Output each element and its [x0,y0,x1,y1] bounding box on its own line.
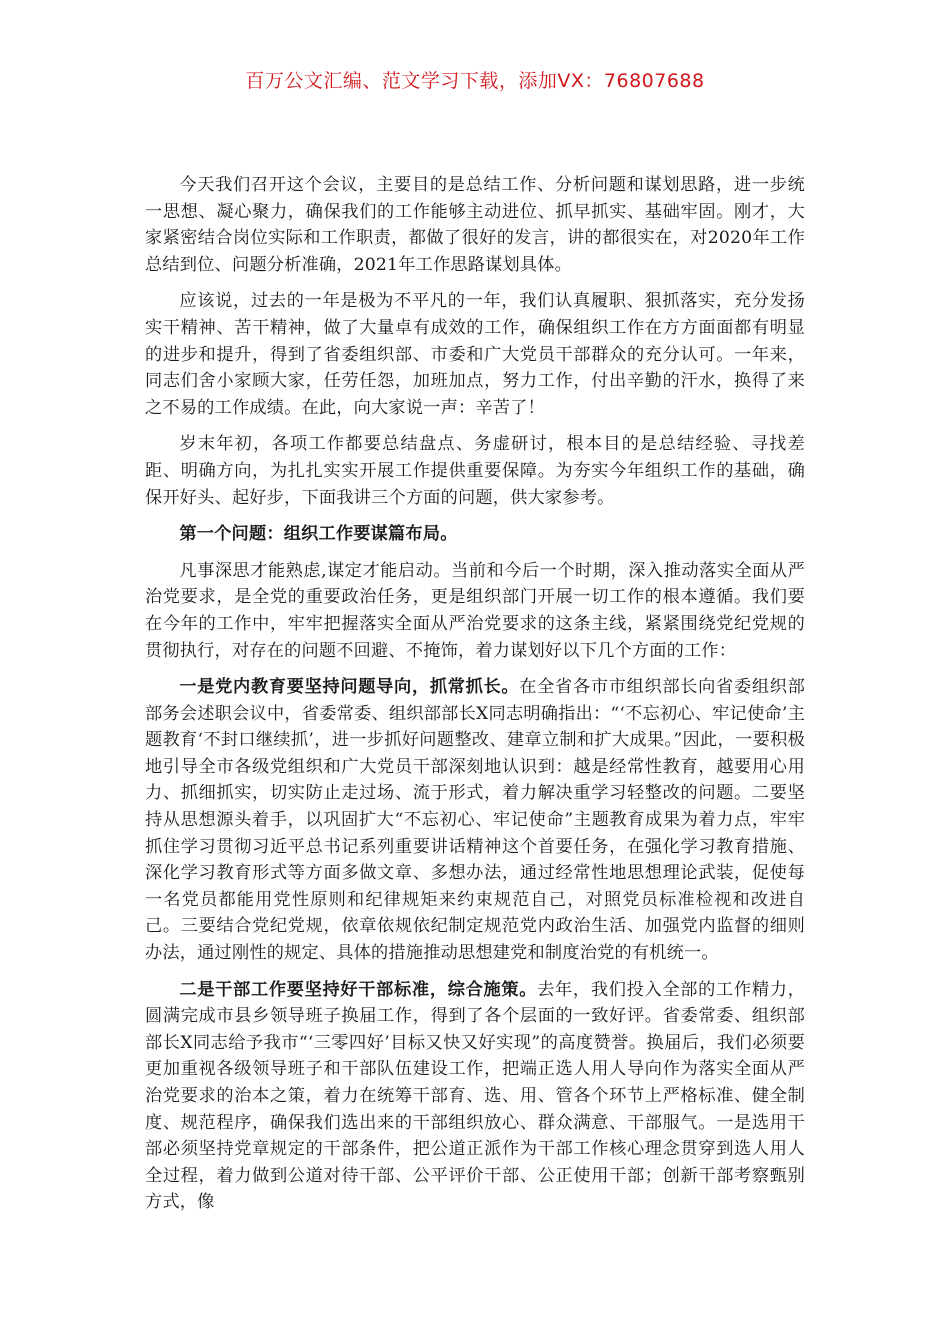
cadre-work-lead: 二是干部工作要坚持好干部标准，综合施策。 [179,979,538,1000]
paragraph-review: 应该说，过去的一年是极为不平凡的一年，我们认真履职、狠抓落实，充分发扬实干精神、苦干精神，做了大量卓有成效的工作，确保组织工作在方方面面都有明显的进步和提升，得到了省委组织部、市委和广大党员干部群众的充分认可。一年来，同志们舍小家顾大家，任劳任怨，加班加点，努力工作，付出辛勤的汗水，换得了来之不易的工作成绩。在此，向大家说一声：辛苦了！ [145,291,805,418]
party-education-body: 在全省各市市组织部长向省委组织部部务会述职会议中，省委常委、组织部部长X同志明确指出：“‘不忘初心、牢记使命’主题教育‘不封口继续抓’，进一步抓好问题整改、建章立制和扩大成果。”因此，一要积极地引导全市各级党组织和广大党员干部深刻地认识到：越是经常性教育，越要用心用力、抓细抓实，切实防止走过场、流于形式，着力解决重学习轻整改的问题。二要坚持从思想源头着手，以巩固扩大“不忘初心、牢记使命”主题教育成果为着力点，牢牢抓住学习贯彻习近平总书记系列重要讲话精神这个首要任务，在强化学习教育措施、深化学习教育形式等方面多做文章、多想办法，通过经常性地思想理论武装，促使每一名党员都能用党性原则和纪律规矩来约束规范自己，对照党员标准检视和改进自己。三要结合党纪党规，依章依规依纪制定规范党内政治生活、加强党内监督的细则办法，通过刚性的规定、具体的措施推动思想建党和制度治党的有机统一。 [145,677,805,964]
section-heading-1: 第一个问题：组织工作要谋篇布局。 [179,524,458,545]
watermark-banner: 百万公文汇编、范文学习下载，添加VX：76807688 [245,70,705,92]
party-education-lead: 一是党内教育要坚持问题导向，抓常抓长。 [179,677,520,698]
paragraph-overview: 凡事深思才能熟虑,谋定才能启动。当前和今后一个时期，深入推动落实全面从严治党要求，是全党的重要政治任务，更是组织部门开展一切工作的根本遵循。我们要在今年的工作中，牢牢把握落实全面从严治党要求的这条主线，紧紧围绕党纪党规的贯彻执行，对存在的问题不回避、不掩饰，着力谋划好以下几个方面的工作： [145,560,805,661]
paragraph-party-education [145,674,805,967]
paragraph-cadre-work [145,977,805,1216]
cadre-work-body: 去年，我们投入全部的工作精力，圆满完成市县乡领导班子换届工作，得到了各个层面的一致好评。省委常委、组织部部长X同志给予我市“‘三零四好’目标又快又好实现”的高度赞誉。换届后，我们必须要更加重视各级领导班子和干部队伍建设工作，把端正选人用人导向作为落实全面从严治党要求的治本之策，着力在统筹干部育、选、用、管各个环节上严格标准、健全制度、规范程序，确保我们选出来的干部组织放心、群众满意、干部服气。一是选用干部必须坚持党章规定的干部条件，把公道正派作为干部工作核心理念贯穿到选人用人全过程，着力做到公道对待干部、公平评价干部、公正使用干部；创新干部考察甄别方式，像 [145,979,805,1213]
paragraph-purpose: 岁末年初，各项工作都要总结盘点、务虚研讨，根本目的是总结经验、寻找差距、明确方向，为扎扎实实开展工作提供重要保障。为夯实今年组织工作的基础，确保开好头、起好步，下面我讲三个方面的问题，供大家参考。 [145,434,805,508]
document-body [145,172,805,1226]
paragraph-intro: 今天我们召开这个会议，主要目的是总结工作、分析问题和谋划思路，进一步统一思想、凝心聚力，确保我们的工作能够主动进位、抓早抓实、基础牢固。刚才，大家紧密结合岗位实际和工作职责，都做了很好的发言，讲的都很实在，对2020年工作总结到位、问题分析准确，2021年工作思路谋划具体。 [145,175,805,275]
